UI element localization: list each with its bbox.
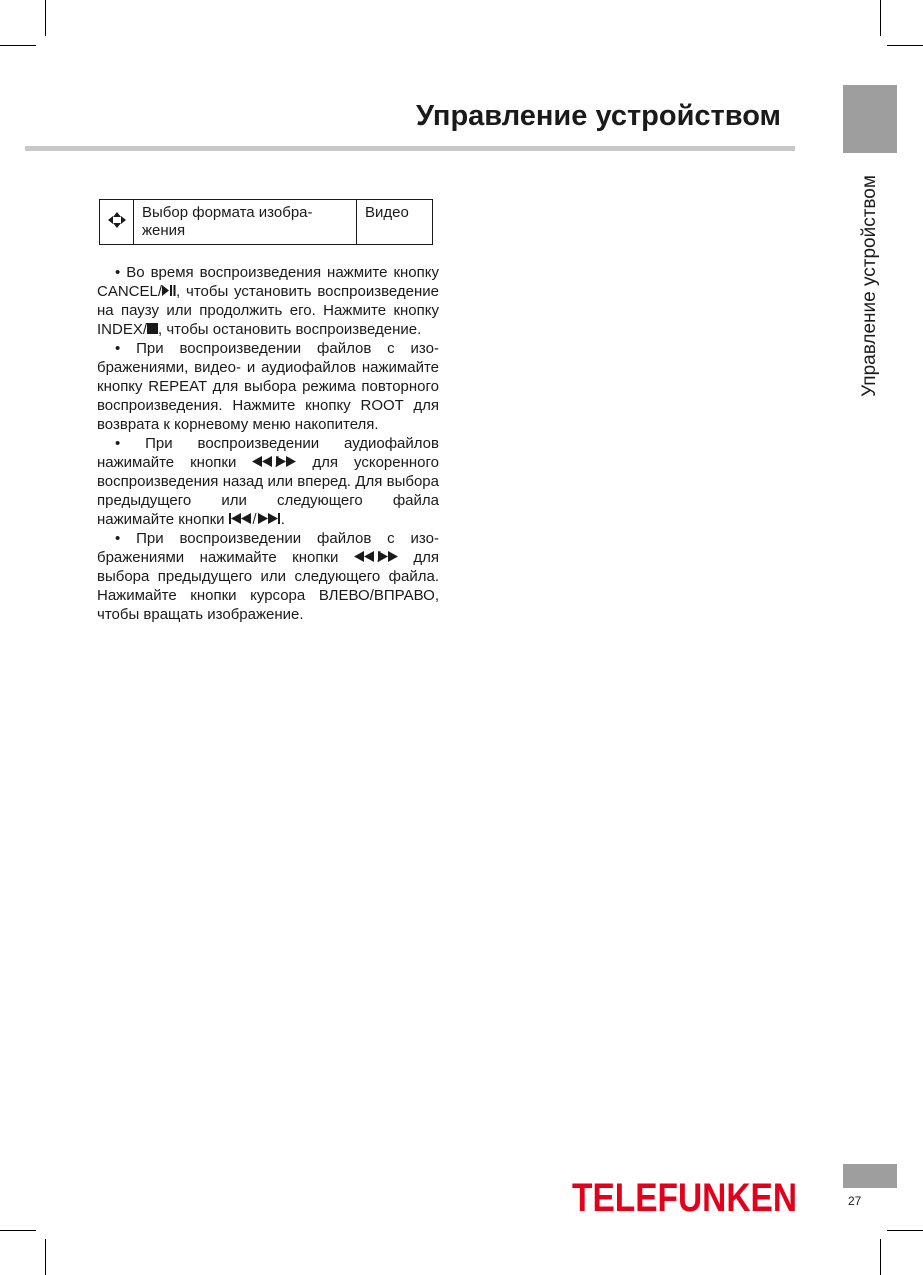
stop-icon xyxy=(147,323,158,334)
text-run: для ускоренного воспроизведения назад или вперед. Для выбора предыдущего или следующего файла нажимайте кнопки xyxy=(97,454,439,528)
paragraph xyxy=(97,434,439,529)
rewind-fast-forward-icon xyxy=(252,456,296,467)
paragraph xyxy=(97,529,439,624)
crop-mark xyxy=(45,0,46,36)
page-number: 27 xyxy=(848,1194,862,1208)
table-mode-cell: Видео xyxy=(357,200,433,245)
previous-next-icon xyxy=(229,513,281,524)
crop-mark xyxy=(880,0,881,36)
page-title: Управление устройством xyxy=(416,100,781,132)
crop-mark xyxy=(887,1230,923,1231)
telefunken-logo xyxy=(571,1176,798,1220)
paragraph xyxy=(97,263,439,339)
crop-mark xyxy=(880,1239,881,1275)
logo-text: TELEFUNKEN xyxy=(572,1176,797,1220)
title-rule xyxy=(25,146,795,151)
crop-mark xyxy=(887,45,923,46)
table-function-cell xyxy=(134,200,357,245)
play-pause-icon xyxy=(162,285,176,296)
crop-mark xyxy=(45,1239,46,1275)
function-table xyxy=(99,199,433,245)
table-function-line: жения xyxy=(142,222,186,239)
text-run: • При воспроизведении аудиофайлов нажимайте кнопки xyxy=(97,435,439,471)
text-run: , чтобы установить воспроизведение на паузу или продолжить его. Нажмите кнопку INDEX/ xyxy=(97,283,439,338)
table-icon-cell xyxy=(100,200,134,245)
text-run: для выбора предыдущего или следующего файла. Нажимайте кнопки курсора ВЛЕВО/ВПРАВО, чтобы вращать изображение. xyxy=(97,549,439,623)
section-side-label: Управление устройством xyxy=(859,175,880,397)
section-tab xyxy=(843,85,897,153)
text-run: • Во время воспроизведения нажмите кнопку CANCEL/ xyxy=(97,264,439,300)
rewind-fast-forward-icon xyxy=(354,551,398,562)
text-run: , чтобы остановить воспроизведение. xyxy=(158,321,422,338)
paragraph: • При воспроизведении файлов с изображениями, видео- и аудиофайлов нажимайте кнопку REPEAT для выбора режима повторного воспроизведения. Нажмите кнопку ROOT для возврата к корневому меню накопителя. xyxy=(97,340,439,433)
table-function-line: Выбор формата изобра- xyxy=(142,204,313,221)
text-run: • При воспроизведении файлов с изображениями нажимайте кнопки xyxy=(97,530,439,566)
table-row xyxy=(100,200,433,245)
crop-mark xyxy=(0,1230,36,1231)
text-run: . xyxy=(280,511,285,528)
four-way-arrows-icon xyxy=(107,211,127,229)
body-text xyxy=(97,263,439,624)
crop-mark xyxy=(0,45,36,46)
page-number-tab xyxy=(843,1164,897,1188)
